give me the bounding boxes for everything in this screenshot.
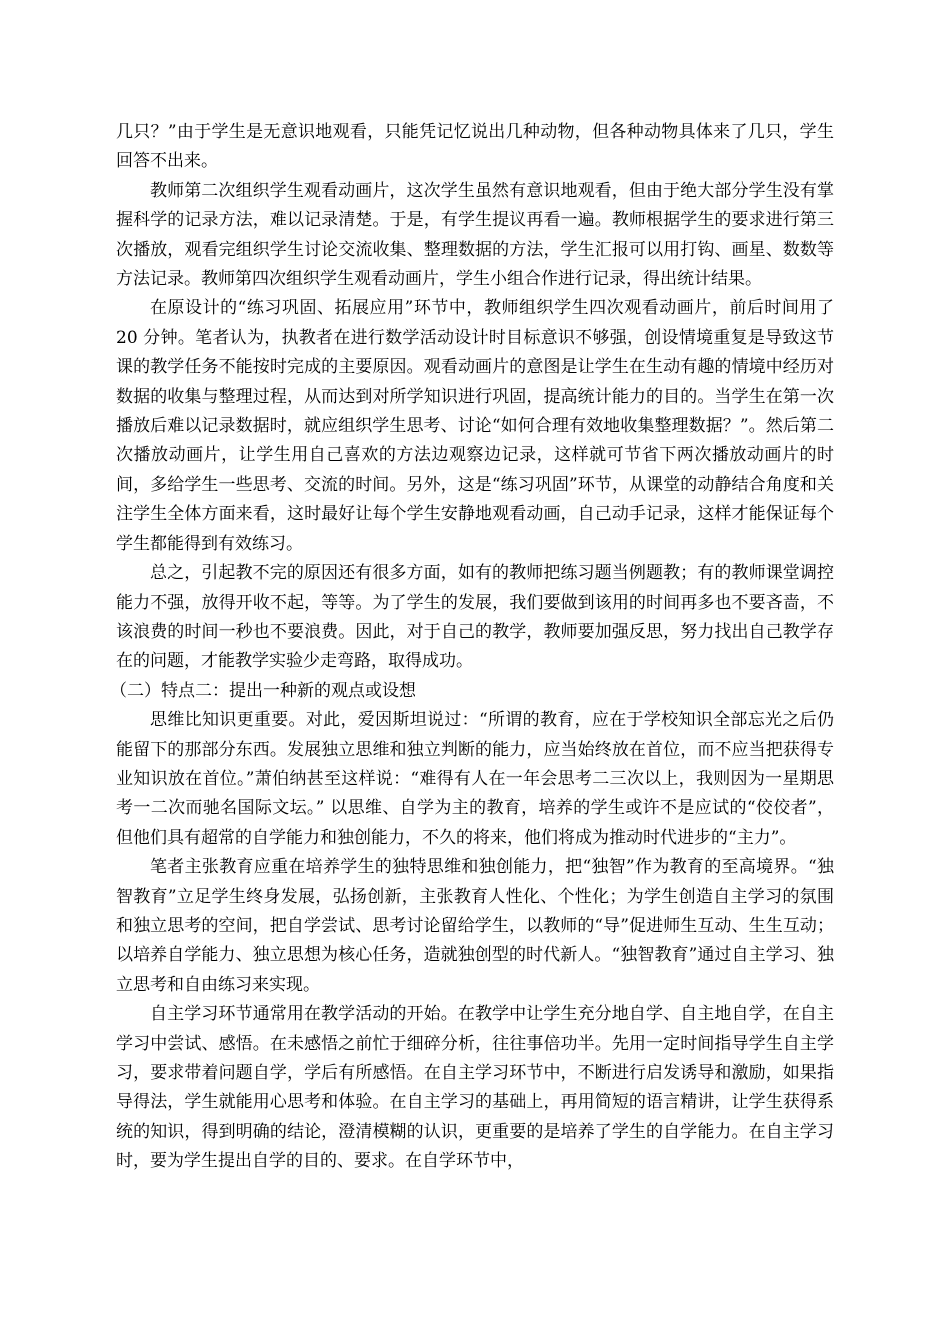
- paragraph-summary: 总之，引起教不完的原因还有很多方面，如有的教师把练习题当例题教；有的教师课堂调控能力不强，放得开收不起，等等。为了学生的发展，我们要做到该用的时间再多也不要吝啬，不该浪费的时间一秒也不要浪费。因此，对于自己的教学，教师要加强反思，努力找出自己教学存在的问题，才能教学实验少走弯路，取得成功。: [116, 563, 834, 672]
- paragraph-original-design: 在原设计的“练习巩固、拓展应用”环节中，教师组织学生四次观看动画片，前后时间用了 20 分钟。笔者认为，执教者在进行数学活动设计时目标意识不够强，创设情境重复是导致这节课的教学任务不能按时完成的主要原因。观看动画片的意图是让学生在生动有趣的情境中经历对数据的收集与整理过程，从而达到对所学知识进行巩固，提高统计能力的目的。当学生在第一次播放后难以记录数据时，就应组织学生思考、讨论“如何合理有效地收集整理数据？”。然后第二次播放动画片，让学生用自己喜欢的方法边观察边记录，这样就可节省下两次播放动画片的时间，多给学生一些思考、交流的时间。另外，这是“练习巩固”环节，从课堂的动静结合角度和关注学生全体方面来看，这时最好让每个学生安静地观看动画，自己动手记录，这样才能保证每个学生都能得到有效练习。: [116, 298, 834, 554]
- document-body: [110, 118, 834, 1177]
- paragraph-continuation: 几只？”由于学生是无意识地观看，只能凭记忆说出几种动物，但各种动物具体来了几只，学生回答不出来。: [116, 122, 834, 172]
- paragraph-thinking-vs-knowledge: 思维比知识更重要。对此，爱因斯坦说过：“所谓的教育，应在于学校知识全部忘光之后仍能留下的那部分东西。发展独立思维和独立判断的能力，应当始终放在首位，而不应当把获得专业知识放在首位。”萧伯纳甚至这样说：“难得有人在一年会思考二三次以上，我则因为一星期思考一二次而驰名国际文坛。” 以思维、自学为主的教育，培养的学生或许不是应试的“佼佼者”，但他们具有超常的自学能力和独创能力，不久的将来，他们将成为推动时代进步的“主力”。: [116, 710, 834, 848]
- paragraph-second-viewing: 教师第二次组织学生观看动画片，这次学生虽然有意识地观看，但由于绝大部分学生没有掌握科学的记录方法，难以记录清楚。于是，有学生提议再看一遍。教师根据学生的要求进行第三次播放，观看完组织学生讨论交流收集、整理数据的方法，学生汇报可以用打钩、画星、数数等方法记录。教师第四次组织学生观看动画片，学生小组合作进行记录，得出统计结果。: [116, 180, 834, 290]
- paragraph-self-study: 自主学习环节通常用在教学活动的开始。在教学中让学生充分地自学、自主地自学，在自主学习中尝试、感悟。在未感悟之前忙于细碎分析，往往事倍功半。先用一定时间指导学生自主学习，要求带着问题自学，学后有所感悟。在自主学习环节中，不断进行启发诱导和激励，如果指导得法，学生就能用心思考和体验。在自主学习的基础上，再用简短的语言精讲，让学生获得系统的知识，得到明确的结论，澄清模糊的认识，更重要的是培养了学生的自学能力。在自主学习时，要为学生提出自学的目的、要求。在自学环节中，: [116, 1004, 834, 1172]
- section-heading: （二）特点二：提出一种新的观点或设想: [110, 680, 416, 701]
- paragraph-independent-wisdom: 笔者主张教育应重在培养学生的独特思维和独创能力，把“独智”作为教育的至高境界。“独智教育”立足学生终身发展，弘扬创新，主张教育人性化、个性化；为学生创造自主学习的氛围和独立思考的空间，把自学尝试、思考讨论留给学生，以教师的“导”促进师生互动、生生互动；以培养自学能力、独立思想为核心任务，造就独创型的时代新人。“独智教育”通过自主学习、独立思考和自由练习来实现。: [116, 857, 834, 995]
